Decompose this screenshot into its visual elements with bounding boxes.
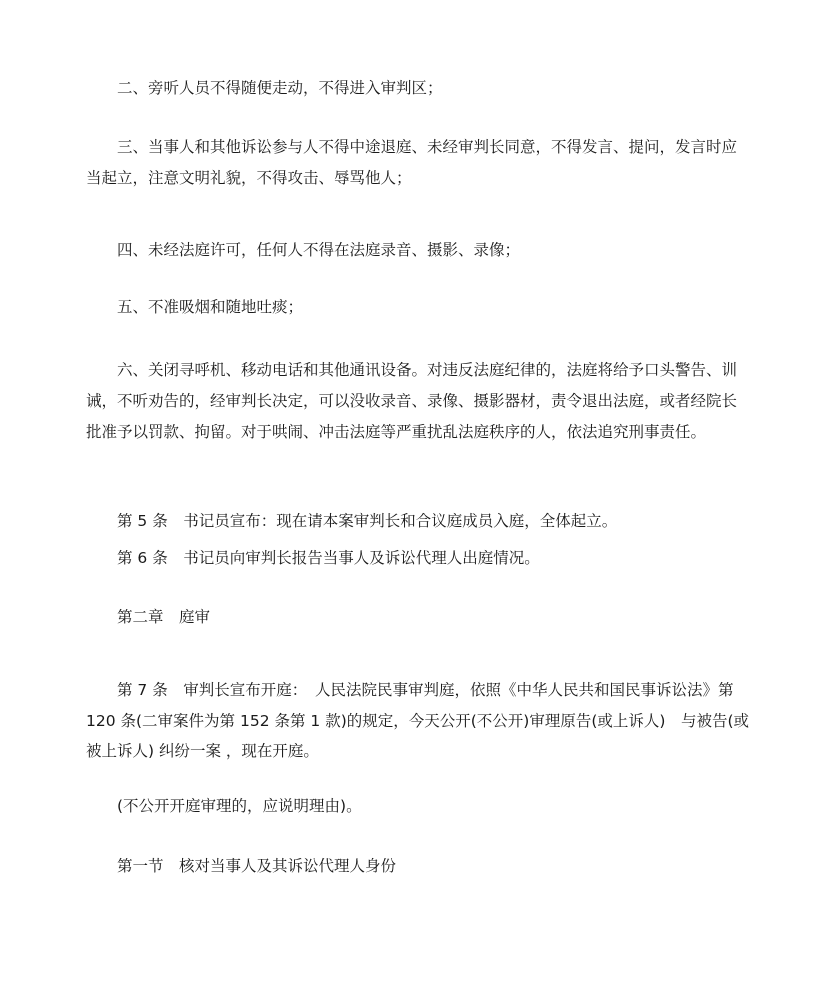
paragraph-article-6 xyxy=(86,543,776,574)
chapter-heading xyxy=(86,602,776,633)
paragraph-rule-3 xyxy=(86,132,776,194)
text-line: 二、旁听人员不得随便走动，不得进入审判区； xyxy=(117,79,443,97)
text-line: 当起立，注意文明礼貌，不得攻击、辱骂他人； xyxy=(86,169,412,187)
paragraph-rule-6 xyxy=(86,355,776,448)
text-line: 第二章 庭审 xyxy=(117,608,211,626)
text-line: 六、关闭寻呼机、移动电话和其他通讯设备。对违反法庭纪律的，法庭将给予口头警告、训 xyxy=(117,361,738,379)
paragraph-rule-5 xyxy=(86,292,776,323)
text-line: 第 6 条 书记员向审判长报告当事人及诉讼代理人出庭情况。 xyxy=(117,549,540,567)
text-line: 批准予以罚款、拘留。对于哄闹、冲击法庭等严重扰乱法庭秩序的人，依法追究刑事责任。 xyxy=(86,423,707,441)
paragraph-rule-4 xyxy=(86,235,776,266)
text-line: 四、未经法庭许可，任何人不得在法庭录音、摄影、录像； xyxy=(117,241,521,259)
text-line: 第 5 条 书记员宣布：现在请本案审判长和合议庭成员入庭，全体起立。 xyxy=(117,512,618,530)
paragraph-note xyxy=(86,791,776,822)
paragraph-article-5 xyxy=(86,506,776,537)
text-line: (不公开开庭审理的，应说明理由)。 xyxy=(117,797,362,815)
text-line: 第一节 核对当事人及其诉讼代理人身份 xyxy=(117,857,397,875)
text-line: 第 7 条 审判长宣布开庭： 人民法院民事审判庭，依照《中华人民共和国民事诉讼法》第 xyxy=(117,681,734,699)
paragraph-rule-2 xyxy=(86,73,776,104)
text-line: 诫，不听劝告的，经审判长决定，可以没收录音、录像、摄影器材，责令退出法庭，或者经院长 xyxy=(86,392,738,410)
paragraph-article-7 xyxy=(86,675,776,766)
text-line: 120 条(二审案件为第 152 条第 1 款)的规定，今天公开(不公开)审理原告(或上诉人) 与被告(或 xyxy=(86,712,749,730)
text-line: 被上诉人) 纠纷一案 ，现在开庭。 xyxy=(86,742,319,760)
text-line: 三、当事人和其他诉讼参与人不得中途退庭、未经审判长同意，不得发言、提问，发言时应 xyxy=(117,138,738,156)
text-line: 五、不准吸烟和随地吐痰； xyxy=(117,298,304,316)
section-heading xyxy=(86,851,776,882)
